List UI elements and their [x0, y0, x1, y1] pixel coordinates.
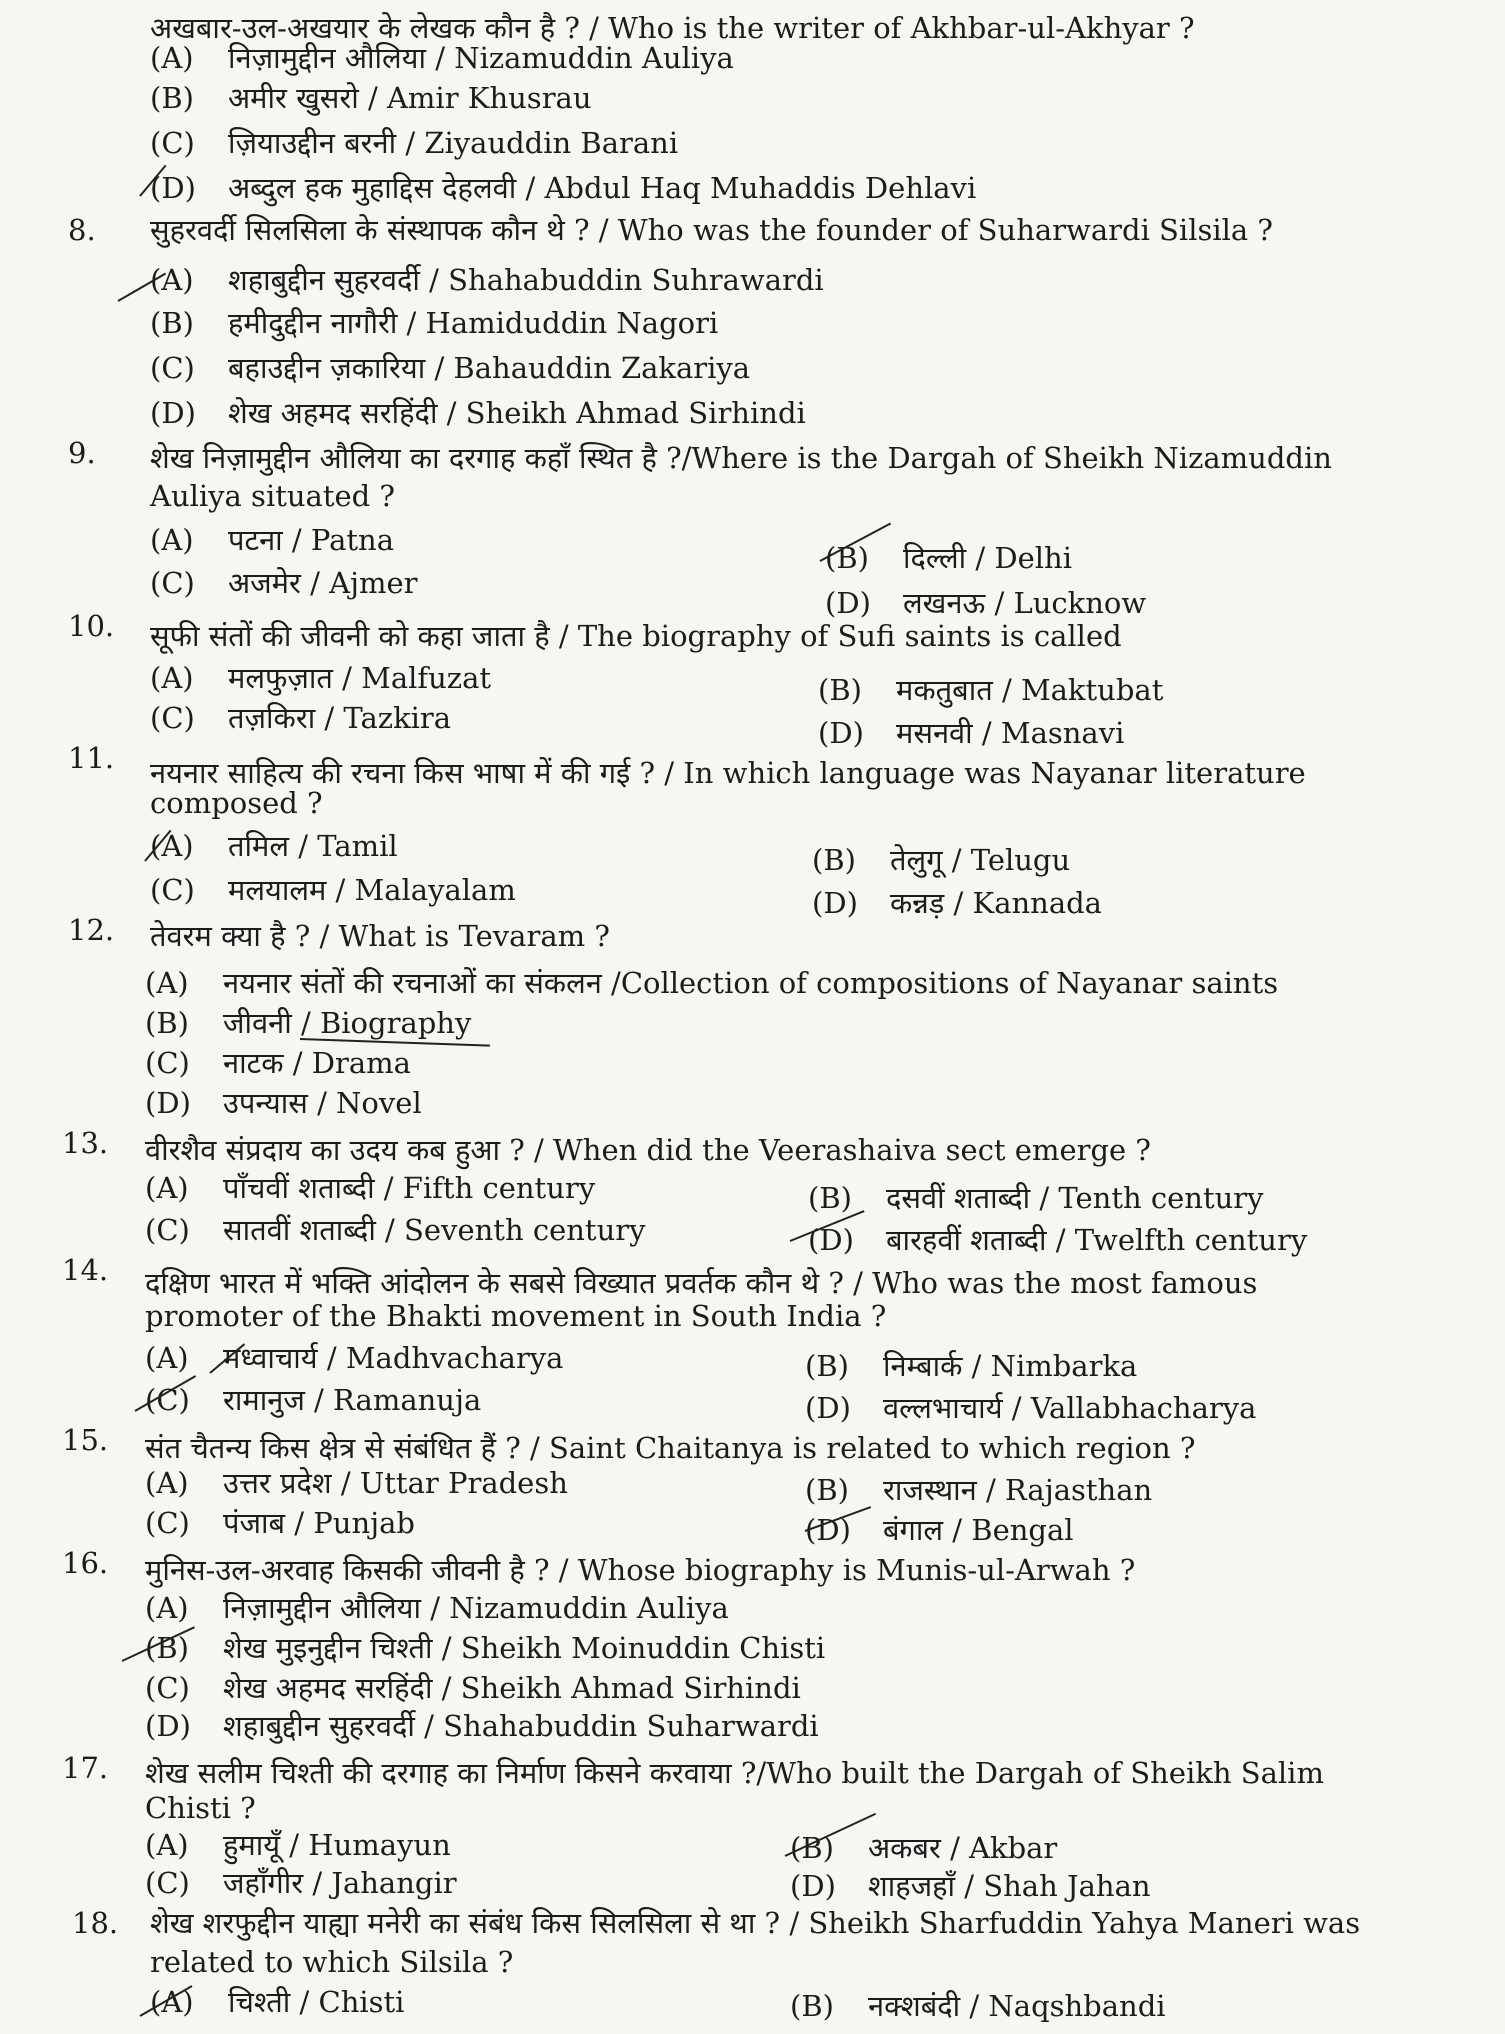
question-16-option-a: (A) निज़ामुद्दीन औलिया / Nizamuddin Auliya: [145, 1591, 729, 1625]
question-14-option-b: (B) निम्बार्क / Nimbarka: [805, 1349, 1138, 1383]
question-14-option-c: (C) रामानुज / Ramanuja: [145, 1383, 482, 1417]
question-8-option-d: (D) शेख अहमद सरहिंदी / Sheikh Ahmad Sirhindi: [150, 396, 806, 430]
question-14-number: 14.: [62, 1253, 109, 1287]
question-13-option-a: (A) पाँचवीं शताब्दी / Fifth century: [145, 1171, 596, 1205]
question-18-option-a: (A) चिश्ती / Chisti: [150, 1985, 405, 2019]
question-14-text-line2: promoter of the Bhakti movement in South India ?: [145, 1299, 887, 1333]
question-10-option-c: (C) तज़किरा / Tazkira: [150, 701, 452, 735]
question-8-number: 8.: [68, 213, 96, 247]
question-8-text: सुहरवर्दी सिलसिला के संस्थापक कौन थे ? / Who was the founder of Suharwardi Silsila ?: [150, 213, 1273, 247]
question-12-option-d: (D) उपन्यास / Novel: [145, 1086, 422, 1120]
question-9-number: 9.: [68, 436, 96, 470]
question-12-number: 12.: [68, 913, 115, 947]
question-9-text-line1: शेख निज़ामुद्दीन औलिया का दरगाह कहाँ स्थित है ?/Where is the Dargah of Sheikh Nizamuddin: [150, 441, 1332, 475]
question-15-number: 15.: [62, 1423, 109, 1457]
question-15-option-c: (C) पंजाब / Punjab: [145, 1506, 415, 1540]
question-12-option-c: (C) नाटक / Drama: [145, 1046, 411, 1080]
question-17-number: 17.: [62, 1751, 109, 1785]
question-14-option-d: (D) वल्लभाचार्य / Vallabhacharya: [805, 1391, 1257, 1425]
question-8-option-c: (C) बहाउद्दीन ज़कारिया / Bahauddin Zakariya: [150, 351, 751, 385]
question-17-text-line2: Chisti ?: [145, 1791, 256, 1825]
question-18-text-line2: related to which Silsila ?: [150, 1945, 514, 1979]
question-18-option-b: (B) नक्शबंदी / Naqshbandi: [790, 1989, 1166, 2023]
question-17-option-b: (B) अकबर / Akbar: [790, 1831, 1058, 1865]
question-10-option-b: (B) मकतुबात / Maktubat: [818, 673, 1164, 707]
question-13-option-c: (C) सातवीं शताब्दी / Seventh century: [145, 1213, 646, 1247]
question-15-option-b: (B) राजस्थान / Rajasthan: [805, 1473, 1153, 1507]
question-7-option-b: (B) अमीर खुसरो / Amir Khusrau: [150, 81, 592, 115]
question-7-text: अखबार-उल-अखयार के लेखक कौन है ? / Who is the writer of Akhbar-ul-Akhyar ?: [150, 11, 1195, 45]
question-13-number: 13.: [62, 1126, 109, 1160]
question-12-option-a: (A) नयनार संतों की रचनाओं का संकलन /Collection of compositions of Nayanar saints: [145, 966, 1279, 1000]
question-16-option-b: (B) शेख मुइनुद्दीन चिश्ती / Sheikh Moinuddin Chisti: [145, 1631, 826, 1665]
question-13-option-d: (D) बारहवीं शताब्दी / Twelfth century: [808, 1223, 1308, 1257]
question-10-option-d: (D) मसनवी / Masnavi: [818, 716, 1125, 750]
question-11-option-d: (D) कन्नड़ / Kannada: [812, 886, 1102, 920]
question-11-option-b: (B) तेलुगू / Telugu: [812, 843, 1071, 877]
question-9-option-a: (A) पटना / Patna: [150, 523, 395, 557]
question-17-option-a: (A) हुमायूँ / Humayun: [145, 1828, 451, 1862]
question-7-option-c: (C) ज़ियाउद्दीन बरनी / Ziyauddin Barani: [150, 126, 679, 160]
question-15-text: संत चैतन्य किस क्षेत्र से संबंधित हैं ? / Saint Chaitanya is related to which region ?: [145, 1431, 1196, 1465]
question-10-number: 10.: [68, 609, 115, 643]
question-14-text-line1: दक्षिण भारत में भक्ति आंदोलन के सबसे विख्यात प्रवर्तक कौन थे ? / Who was the most famous: [145, 1266, 1258, 1300]
question-17-option-c: (C) जहाँगीर / Jahangir: [145, 1866, 457, 1900]
question-9-option-b: (B) दिल्ली / Delhi: [825, 541, 1073, 575]
question-17-text-line1: शेख सलीम चिश्ती की दरगाह का निर्माण किसने करवाया ?/Who built the Dargah of Sheikh Salim: [145, 1756, 1324, 1790]
question-11-text-line2: composed ?: [150, 786, 323, 820]
question-11-option-c: (C) मलयालम / Malayalam: [150, 873, 516, 907]
question-12-text: तेवरम क्या है ? / What is Tevaram ?: [150, 919, 610, 953]
question-11-text-line1: नयनार साहित्य की रचना किस भाषा में की गई ? / In which language was Nayanar literature: [150, 756, 1306, 790]
question-14-option-a: (A) मध्वाचार्य / Madhvacharya: [145, 1341, 564, 1375]
question-8-option-b: (B) हमीदुद्दीन नागौरी / Hamiduddin Nagori: [150, 306, 719, 340]
question-9-option-c: (C) अजमेर / Ajmer: [150, 566, 418, 600]
question-13-text: वीरशैव संप्रदाय का उदय कब हुआ ? / When did the Veerashaiva sect emerge ?: [145, 1133, 1151, 1167]
question-18-number: 18.: [72, 1906, 119, 1940]
question-7-option-d: (D) अब्दुल हक मुहाद्दिस देहलवी / Abdul Haq Muhaddis Dehlavi: [150, 171, 977, 205]
question-13-option-b: (B) दसवीं शताब्दी / Tenth century: [808, 1181, 1264, 1215]
question-8-option-a: (A) शहाबुद्दीन सुहरवर्दी / Shahabuddin Suhrawardi: [150, 263, 824, 297]
question-16-option-c: (C) शेख अहमद सरहिंदी / Sheikh Ahmad Sirhindi: [145, 1671, 801, 1705]
question-10-option-a: (A) मलफुज़ात / Malfuzat: [150, 661, 492, 695]
question-15-option-a: (A) उत्तर प्रदेश / Uttar Pradesh: [145, 1466, 568, 1500]
question-17-option-d: (D) शाहजहाँ / Shah Jahan: [790, 1869, 1151, 1903]
question-12-option-b: (B) जीवनी / Biography: [145, 1006, 472, 1040]
question-7-option-a: (A) निज़ामुद्दीन औलिया / Nizamuddin Auliya: [150, 41, 734, 75]
question-16-number: 16.: [62, 1546, 109, 1580]
question-16-text: मुनिस-उल-अरवाह किसकी जीवनी है ? / Whose biography is Munis-ul-Arwah ?: [145, 1553, 1136, 1587]
question-15-option-d: (D) बंगाल / Bengal: [805, 1513, 1074, 1547]
question-11-number: 11.: [68, 741, 115, 775]
question-10-text: सूफी संतों की जीवनी को कहा जाता है / The biography of Sufi saints is called: [150, 619, 1122, 653]
question-18-text-line1: शेख शरफुद्दीन याह्या मनेरी का संबंध किस सिलसिला से था ? / Sheikh Sharfuddin Yahya Maneri was: [150, 1906, 1361, 1940]
question-16-option-d: (D) शहाबुद्दीन सुहरवर्दी / Shahabuddin Suharwardi: [145, 1709, 819, 1743]
question-9-text-line2: Auliya situated ?: [150, 479, 395, 513]
question-11-option-a: (A) तमिल / Tamil: [150, 829, 398, 863]
question-9-option-d: (D) लखनऊ / Lucknow: [825, 586, 1147, 620]
